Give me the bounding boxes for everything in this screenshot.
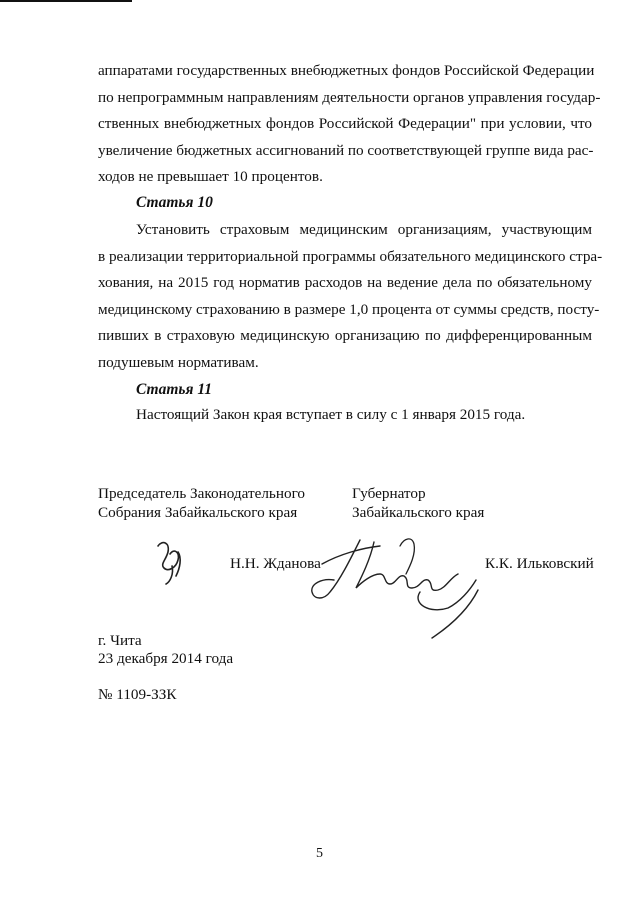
text-line: ственных внебюджетных фондов Российской Федерации" при условии, что [98,115,592,132]
article-10-heading: Статья 10 [136,194,213,211]
left-signature-image [148,538,192,588]
place: г. Чита [98,632,142,649]
right-signature-image [300,530,500,642]
page-number: 5 [316,846,323,861]
text-line: Установить страховым медицинским организациям, участвующим [136,221,592,238]
text-line: подушевым нормативам. [98,353,259,371]
text-line: ходов не превышает 10 процентов. [98,168,323,185]
paragraph-continuation [98,58,601,191]
article-11-text: Настоящий Закон края вступает в силу с 1 января 2015 года. [136,406,526,423]
law-number: № 1109-ЗЗК [98,686,177,703]
text-line: аппаратами государственных внебюджетных фондов Российской Федерации [98,62,595,79]
text-line: увеличение бюджетных ассигнований по соответствующей группе вида рас- [98,141,594,159]
text-line: медицинскому страхованию в размере 1,0 процента от суммы средств, посту- [98,300,600,318]
text-line: пивших в страховую медицинскую организацию по дифференцированным [98,327,592,344]
right-signatory-title-1: Губернатор [352,485,426,502]
text-line: в реализации территориальной программы обязательного медицинского стра- [98,247,603,265]
text-line: хования, на 2015 год норматив расходов на ведение дела по обязательному [98,274,592,291]
left-signatory-name: Н.Н. Жданова [230,555,321,572]
right-signatory-name: К.К. Ильковский [485,555,594,572]
left-signatory-title-1: Председатель Законодательного [98,485,306,502]
header-rule [0,0,132,2]
right-signatory-title-2: Забайкальского края [352,504,485,521]
date: 23 декабря 2014 года [98,650,234,667]
text-line: по непрограммным направлениям деятельности органов управления государ- [98,88,601,106]
article-11-heading: Статья 11 [136,381,213,398]
article-10-text [98,217,603,376]
left-signatory-title-2: Собрания Забайкальского края [98,504,298,521]
